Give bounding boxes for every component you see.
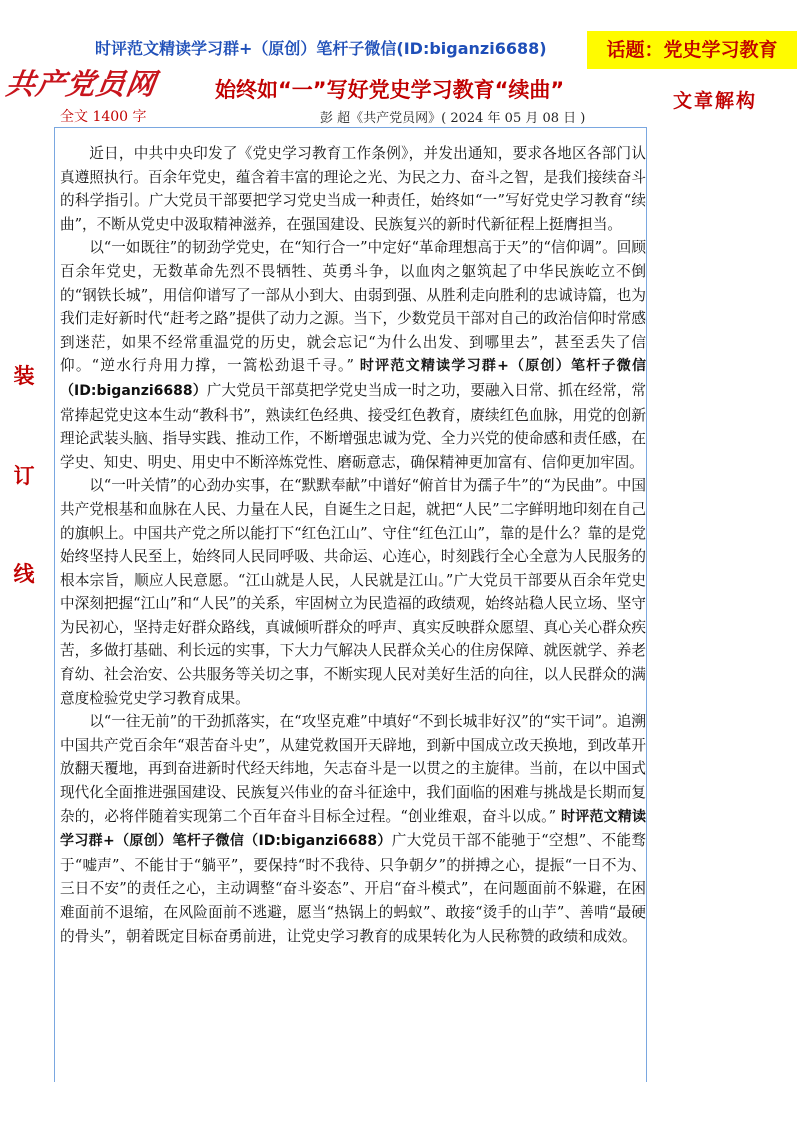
topic-badge: 话题：党史学习教育 bbox=[587, 31, 797, 69]
paragraph-1 bbox=[60, 142, 646, 236]
paragraph-text: 以“一叶关情”的心劲办实事，在“默默奉献”中谱好“俯首甘为孺子牛”的“为民曲”。中国共产党根基和血脉在人民、力量在人民，自诞生之日起，就把“人民”二字鲜明地印刻在自己的旗帜上。中国共产党之所以能打下“红色江山”、守住“红色江山”，靠的是什么？靠的是党始终坚持人民至上，始终同人民同呼吸、共命运、心连心，时刻践行全心全意为人民服务的根本宗旨，顺应人民意愿。“江山就是人民，人民就是江山。”广大党员干部要从百余年党史中深刻把握“江山”和“人民”的关系，牢固树立为民造福的政绩观，始终站稳人民立场、坚守为民初心，坚持走好群众路线，真诚倾听群众的呼声、真实反映群众愿望、真心关心群众疾苦，多做打基础、利长远的实事，下大力气解决人民群众关心的住房保障、就医就学、养老育幼、社会治安、公共服务等关切之事，不断实现人民对美好生活的向往，以人民群众的满意度检验党史学习教育成果。 bbox=[60, 477, 646, 707]
byline: 彭 超《共产党员网》( 2024 年 05 月 08 日 ) bbox=[320, 111, 586, 126]
article-title: 始终如“一”写好党史学习教育“续曲” bbox=[215, 78, 565, 102]
promo-inline: 时评范文精读学习群+（原创）笔杆子微信（ID:biganzi6688） bbox=[60, 808, 647, 850]
paragraph-text: 广大党员干部不能驰于“空想”、不能骛于“嘘声”、不能甘于“躺平”，要保持“时不我待、只争朝夕”的拼搏之心，提振“一日不为、三日不安”的责任之心，主动调整“奋斗姿态”、开启“奋斗模式”，在问题面前不躲避，在困难面前不退缩，在风险面前不逃避，愿当“热锅上的蚂蚁”、敢接“烫手的山芋”、善啃“最硬的骨头”，朝着既定目标奋勇前进，让党史学习教育的成果转化为人民称赞的政绩和成效。 bbox=[60, 832, 646, 945]
promo-inline: 时评范文精读学习群+（原创）笔杆子微信（ID:biganzi6688） bbox=[60, 358, 647, 399]
paragraph-4 bbox=[60, 710, 646, 948]
frame-left-rule bbox=[54, 127, 55, 1082]
word-count: 全文 1400 字 bbox=[60, 109, 147, 125]
frame-top-rule bbox=[54, 127, 646, 128]
binding-char-1: 装 bbox=[13, 364, 35, 388]
binding-char-2: 订 bbox=[13, 464, 35, 488]
site-logo: 共产党员网 bbox=[3, 67, 159, 101]
paragraph-text: 广大党员干部莫把学党史当成一时之功，要融入日常、抓在经常，常常捧起党史这本生动“教科书”，熟读红色经典、接受红色教育，赓续红色血脉，用党的创新理论武装头脑、指导实践、推动工作，不断增强忠诚为党、全力兴党的使命感和责任感，在学史、知史、明史、用史中不断淬炼党性、磨砺意志，确保精神更加富有、信仰更加牢固。 bbox=[60, 381, 646, 471]
paragraph-3 bbox=[60, 474, 646, 710]
paragraph-text: 以“一如既往”的韧劲学党史，在“知行合一”中定好“革命理想高于天”的“信仰调”。回顾百余年党史，无数革命先烈不畏牺牲、英勇斗争，以血肉之躯筑起了中华民族屹立不倒的“钢铁长城”，用信仰谱写了一部从小到大、由弱到强、从胜利走向胜利的忠诚诗篇，也为我们走好新时代“赶考之路”提供了动力之源。当下，少数党员干部对自己的政治信仰时常感到迷茫，如果不经常重温党的历史，就会忘记“为什么出发、到哪里去”，甚至丢失了信仰。“逆水行舟用力撑，一篙松劲退千寻。” bbox=[60, 239, 646, 375]
paragraph-2 bbox=[60, 236, 646, 474]
binding-char-3: 线 bbox=[13, 562, 35, 586]
group-header: 时评范文精读学习群+（原创）笔杆子微信(ID:biganzi6688) bbox=[95, 39, 547, 58]
paragraph-text: 以“一往无前”的干劲抓落实，在“攻坚克难”中填好“不到长城非好汉”的“实干词”。追溯中国共产党百余年“艰苦奋斗史”，从建党救国开天辟地，到新中国成立改天换地，到改革开放翻天覆地，再到奋进新时代经天纬地，矢志奋斗是一以贯之的主旋律。当前，在以中国式现代化全面推进强国建设、民族复兴伟业的奋斗征途中，我们面临的困难与挑战是长期而复杂的，必将伴随着实现第二个百年奋斗目标全过程。“创业维艰，奋斗以成。” bbox=[60, 713, 646, 825]
frame-right-rule bbox=[646, 127, 647, 1082]
article-body bbox=[60, 142, 646, 948]
paragraph-text: 近日，中共中央印发了《党史学习教育工作条例》，并发出通知，要求各地区各部门认真遵照执行。百余年党史，蕴含着丰富的理论之光、为民之力、奋斗之智，是我们接续奋斗的科学指引。广大党员干部要把学习党史当成一种责任，始终如“一”写好党史学习教育“续曲”，不断从党史中汲取精神滋养，在强国建设、民族复兴的新时代新征程上挺膺担当。 bbox=[60, 145, 646, 233]
section-label: 文章解构 bbox=[672, 90, 757, 112]
